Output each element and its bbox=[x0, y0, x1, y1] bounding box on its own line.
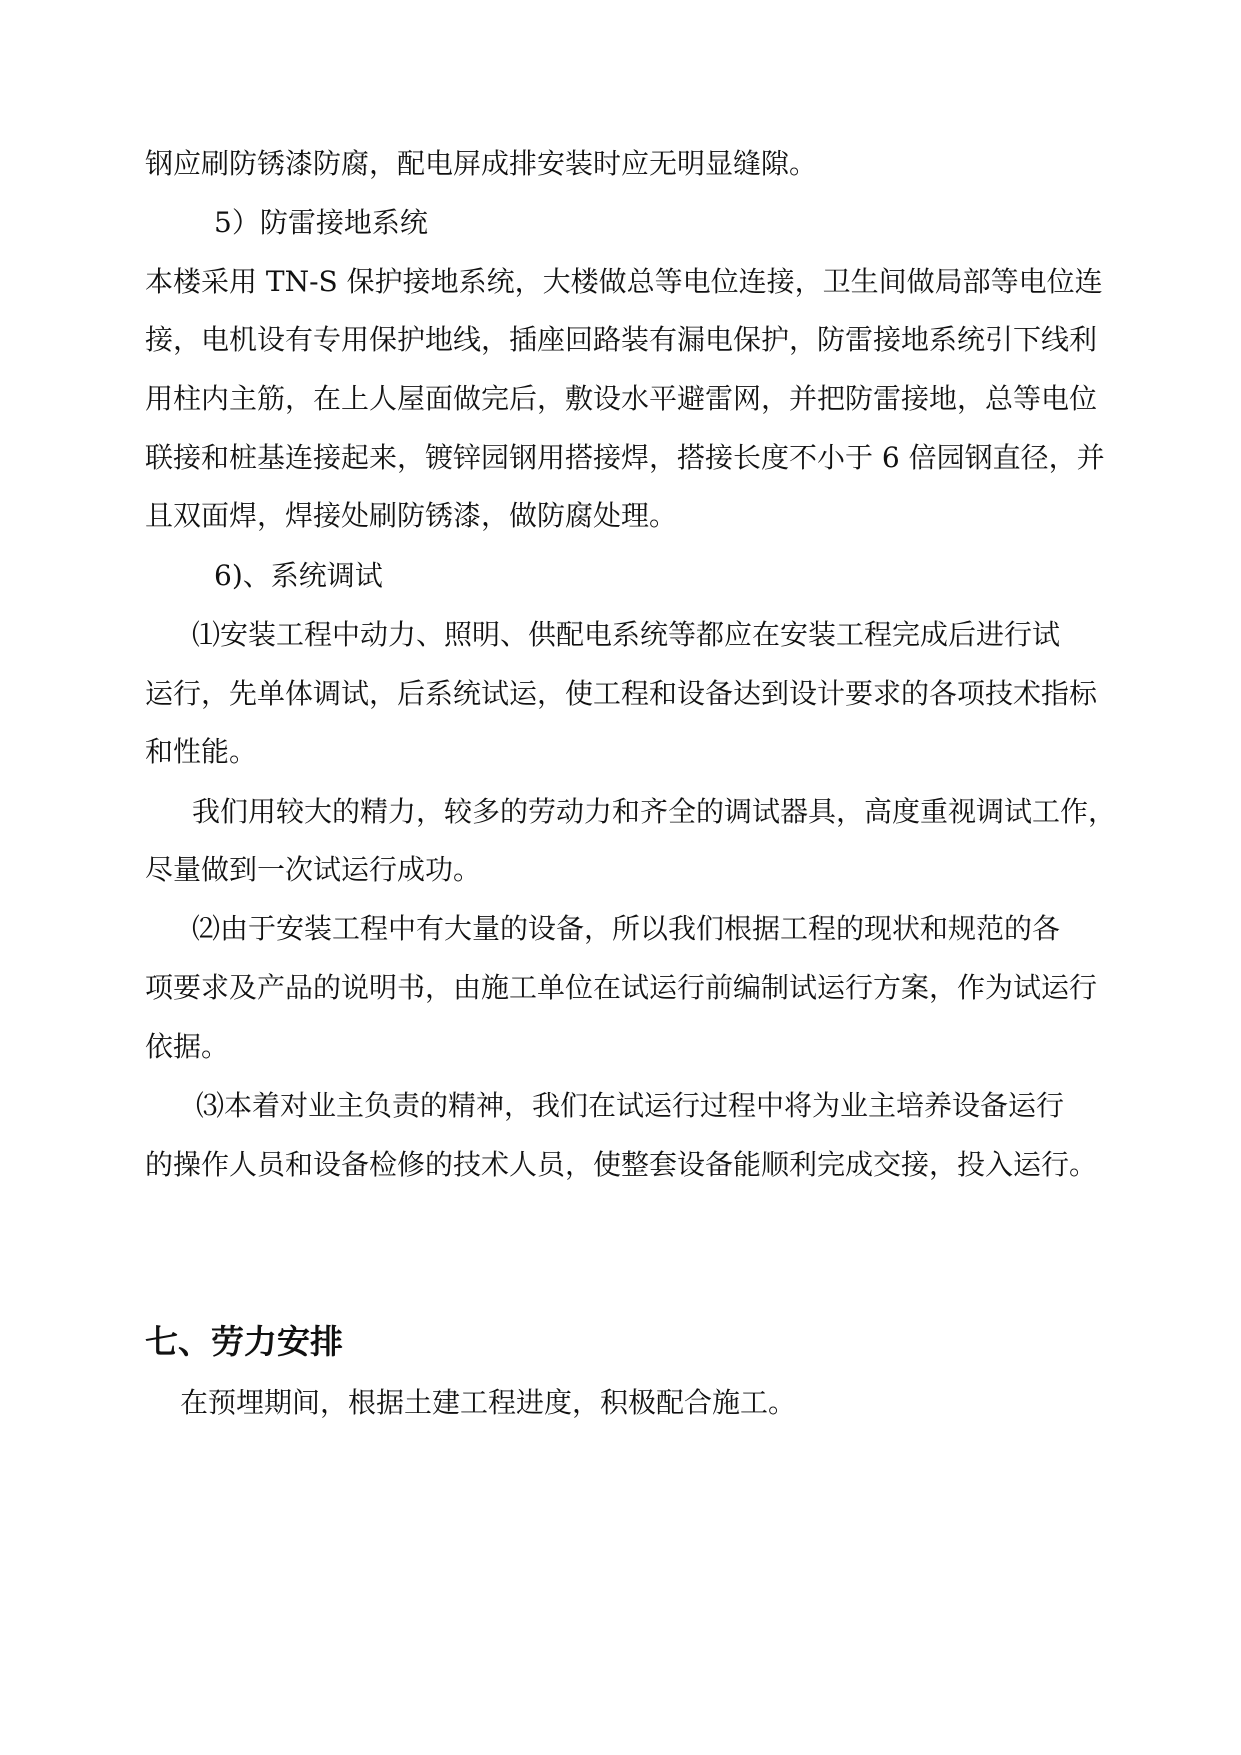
body-line-1: 钢应刷防锈漆防腐，配电屏成排安装时应无明显缝隙。 bbox=[145, 147, 818, 180]
body-line-3: 本楼采用 TN-S 保护接地系统，大楼做总等电位连接，卫生间做局部等电位连 bbox=[145, 265, 1103, 298]
body-line-13: 尽量做到一次试运行成功。 bbox=[145, 853, 482, 886]
body-line-15: 项要求及产品的说明书，由施工单位在试运行前编制试运行方案，作为试运行 bbox=[145, 971, 1098, 1004]
body-line-4: 接，电机设有专用保护地线，插座回路装有漏电保护，防雷接地系统引下线利 bbox=[145, 323, 1098, 356]
body-line-9: ⑴安装工程中动力、照明、供配电系统等都应在安装工程完成后进行试 bbox=[192, 618, 1061, 651]
section-heading: 七、劳力安排 bbox=[145, 1322, 343, 1361]
body-line-18: 的操作人员和设备检修的技术人员，使整套设备能顺利完成交接，投入运行。 bbox=[145, 1148, 1098, 1181]
subsection-title-system-debugging: 6)、系统调试 bbox=[214, 559, 383, 592]
body-line-7: 且双面焊，焊接处刷防锈漆，做防腐处理。 bbox=[145, 499, 678, 532]
section-paragraph: 在预埋期间，根据土建工程进度，积极配合施工。 bbox=[180, 1386, 797, 1419]
body-line-17: ⑶本着对业主负责的精神，我们在试运行过程中将为业主培养设备运行 bbox=[196, 1089, 1065, 1122]
body-line-16: 依据。 bbox=[145, 1030, 230, 1063]
body-line-10: 运行，先单体调试，后系统试运，使工程和设备达到设计要求的各项技术指标 bbox=[145, 677, 1098, 710]
body-line-12: 我们用较大的精力，较多的劳动力和齐全的调试器具，高度重视调试工作， bbox=[192, 795, 1117, 828]
body-line-5: 用柱内主筋，在上人屋面做完后，敷设水平避雷网，并把防雷接地，总等电位 bbox=[145, 382, 1098, 415]
body-line-11: 和性能。 bbox=[145, 735, 258, 768]
body-line-14: ⑵由于安装工程中有大量的设备，所以我们根据工程的现状和规范的各 bbox=[192, 912, 1061, 945]
subsection-title-lightning-protection: 5）防雷接地系统 bbox=[214, 206, 428, 239]
body-line-6: 联接和桩基连接起来，镀锌园钢用搭接焊，搭接长度不小于 6 倍园钢直径，并 bbox=[145, 441, 1105, 474]
